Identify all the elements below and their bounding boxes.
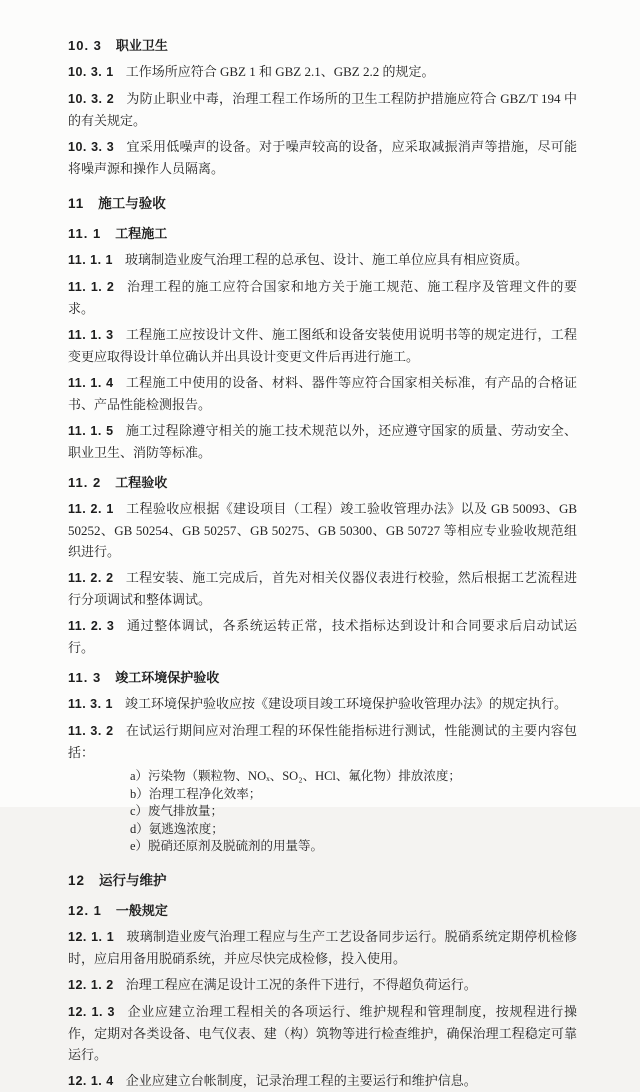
clause [68,693,577,715]
clause-text: 工程验收应根据《建设项目（工程）竣工验收管理办法》以及 GB 50093、GB 50252、GB 50254、GB 50257、GB 50275、GB 50300、GB 50727 等相应专业验收规范组织进行。 [68,501,578,559]
clause [68,1070,577,1092]
section-title: 职业卫生 [115,38,168,53]
clause-text: 竣工环境保护验收应按《建设项目竣工环境保护验收管理办法》的规定执行。 [125,696,568,711]
clause-number: 11. 1. 1 [68,253,114,267]
sub-item-list [130,768,577,856]
clause-text: 施工过程除遵守相关的施工技术规范以外，还应遵守国家的质量、劳动安全、职业卫生、消防等标准。 [68,423,577,460]
sub-list-item: a）污染物（颗粒物、NOₓ、SO₂、HCl、氟化物）排放浓度； [130,769,461,783]
chapter-title: 施工与验收 [98,196,166,211]
sub-list-item: d）氨逃逸浓度； [130,821,224,836]
clause-number: 11. 2. 1 [68,502,114,516]
chapter-title: 运行与维护 [99,872,167,888]
clause-number: 10. 3. 3 [68,140,115,154]
clause-number: 11. 3. 2 [68,724,114,738]
clause [68,567,577,610]
clause [68,249,577,271]
section-number: 11. 1 [68,226,102,241]
clause-number: 12. 1. 1 [68,929,115,944]
clause-text: 在试运行期间应对治理工程的环保性能指标进行测试，性能测试的主要内容包括： [68,723,577,760]
clause-text: 工程施工应按设计文件、施工图纸和设备安装使用说明书等的规定进行，工程变更应取得设计单位确认并出具设计变更文件后再进行施工。 [68,327,577,364]
clause [68,615,577,658]
clause [68,136,577,179]
clause-text: 宜采用低噪声的设备。对于噪声较高的设备，应采取减振消声等措施，尽可能将噪声源和操作人员隔离。 [68,139,577,176]
section-title: 工程验收 [115,475,168,490]
clause [68,324,577,367]
clause-text: 工程安装、施工完成后，首先对相关仪器仪表进行校验，然后根据工艺流程进行分项调试和整体调试。 [68,570,577,607]
clause-number: 11. 2. 3 [68,619,115,633]
sub-list-item: e）脱硝还原剂及脱硫剂的用量等。 [130,839,324,853]
clause-number: 11. 3. 1 [68,697,114,711]
clause [68,926,577,969]
section-title: 竣工环境保护验收 [115,670,220,685]
section-number: 11. 3 [68,670,102,685]
clause [68,88,577,131]
clause [68,61,577,83]
clause-text: 治理工程应在满足设计工况的条件下进行，不得超负荷运行。 [125,976,477,992]
document-content [68,35,577,1092]
clause-text: 通过整体调试，各系统运转正常，技术指标达到设计和合同要求后启动试运行。 [68,618,577,655]
clause-text: 工程施工中使用的设备、材料、器件等应符合国家相关标准，有产品的合格证书、产品性能检测报告。 [68,375,577,412]
section-number: 10. 3 [68,38,102,53]
section-heading [68,472,577,493]
clause-number: 12. 1. 3 [68,1004,115,1019]
clause-number: 12. 1. 2 [68,977,114,992]
section-number: 11. 2 [68,475,102,490]
sub-list-item: b）治理工程净化效率； [130,786,262,801]
chapter-heading [68,193,577,214]
section-title: 一般规定 [115,902,168,918]
section-heading [68,35,577,56]
clause-number: 10. 3. 1 [68,65,114,79]
clause [68,1001,577,1065]
clause-number: 11. 1. 3 [68,328,114,342]
clause [68,974,577,996]
chapter-number: 12 [68,872,86,888]
clause-number: 11. 1. 5 [68,424,114,438]
clause-text: 玻璃制造业废气治理工程的总承包、设计、施工单位应具有相应资质。 [125,252,529,267]
clause-number: 11. 2. 2 [68,571,114,585]
section-number: 12. 1 [68,902,102,918]
clause [68,276,577,319]
clause-number: 12. 1. 4 [68,1073,114,1088]
clause-text: 玻璃制造业废气治理工程应与生产工艺设备同步运行。脱硝系统定期停机检修时，应启用备用脱硝系统，并应尽快完成检修，投入使用。 [68,928,577,966]
clause [68,498,577,562]
clause [68,720,577,763]
clause-text: 企业应建立治理工程相关的各项运行、维护规程和管理制度，按规程进行操作，定期对各类设备、电气仪表、建（构）筑物等进行检查维护，确保治理工程稳定可靠运行。 [68,1003,577,1062]
clause-text: 为防止职业中毒，治理工程工作场所的卫生工程防护措施应符合 GBZ/T 194 中的有关规定。 [68,91,577,128]
chapter-number: 11 [68,196,85,211]
clause [68,420,577,463]
chapter-heading [68,870,577,891]
section-heading [68,223,577,244]
clause-number: 11. 1. 4 [68,376,114,390]
clause-text: 企业应建立台帐制度，记录治理工程的主要运行和维护信息。 [125,1072,477,1088]
clause-text: 治理工程的施工应符合国家和地方关于施工规范、施工程序及管理文件的要求。 [68,279,577,316]
section-title: 工程施工 [115,226,168,241]
sub-list-item: c）废气排放量； [130,804,224,818]
clause-number: 11. 1. 2 [68,280,115,294]
section-heading [68,667,577,688]
section-heading [68,900,577,921]
clause-text: 工作场所应符合 GBZ 1 和 GBZ 2.1、GBZ 2.2 的规定。 [125,64,435,79]
clause-number: 10. 3. 2 [68,92,115,106]
clause [68,372,577,415]
